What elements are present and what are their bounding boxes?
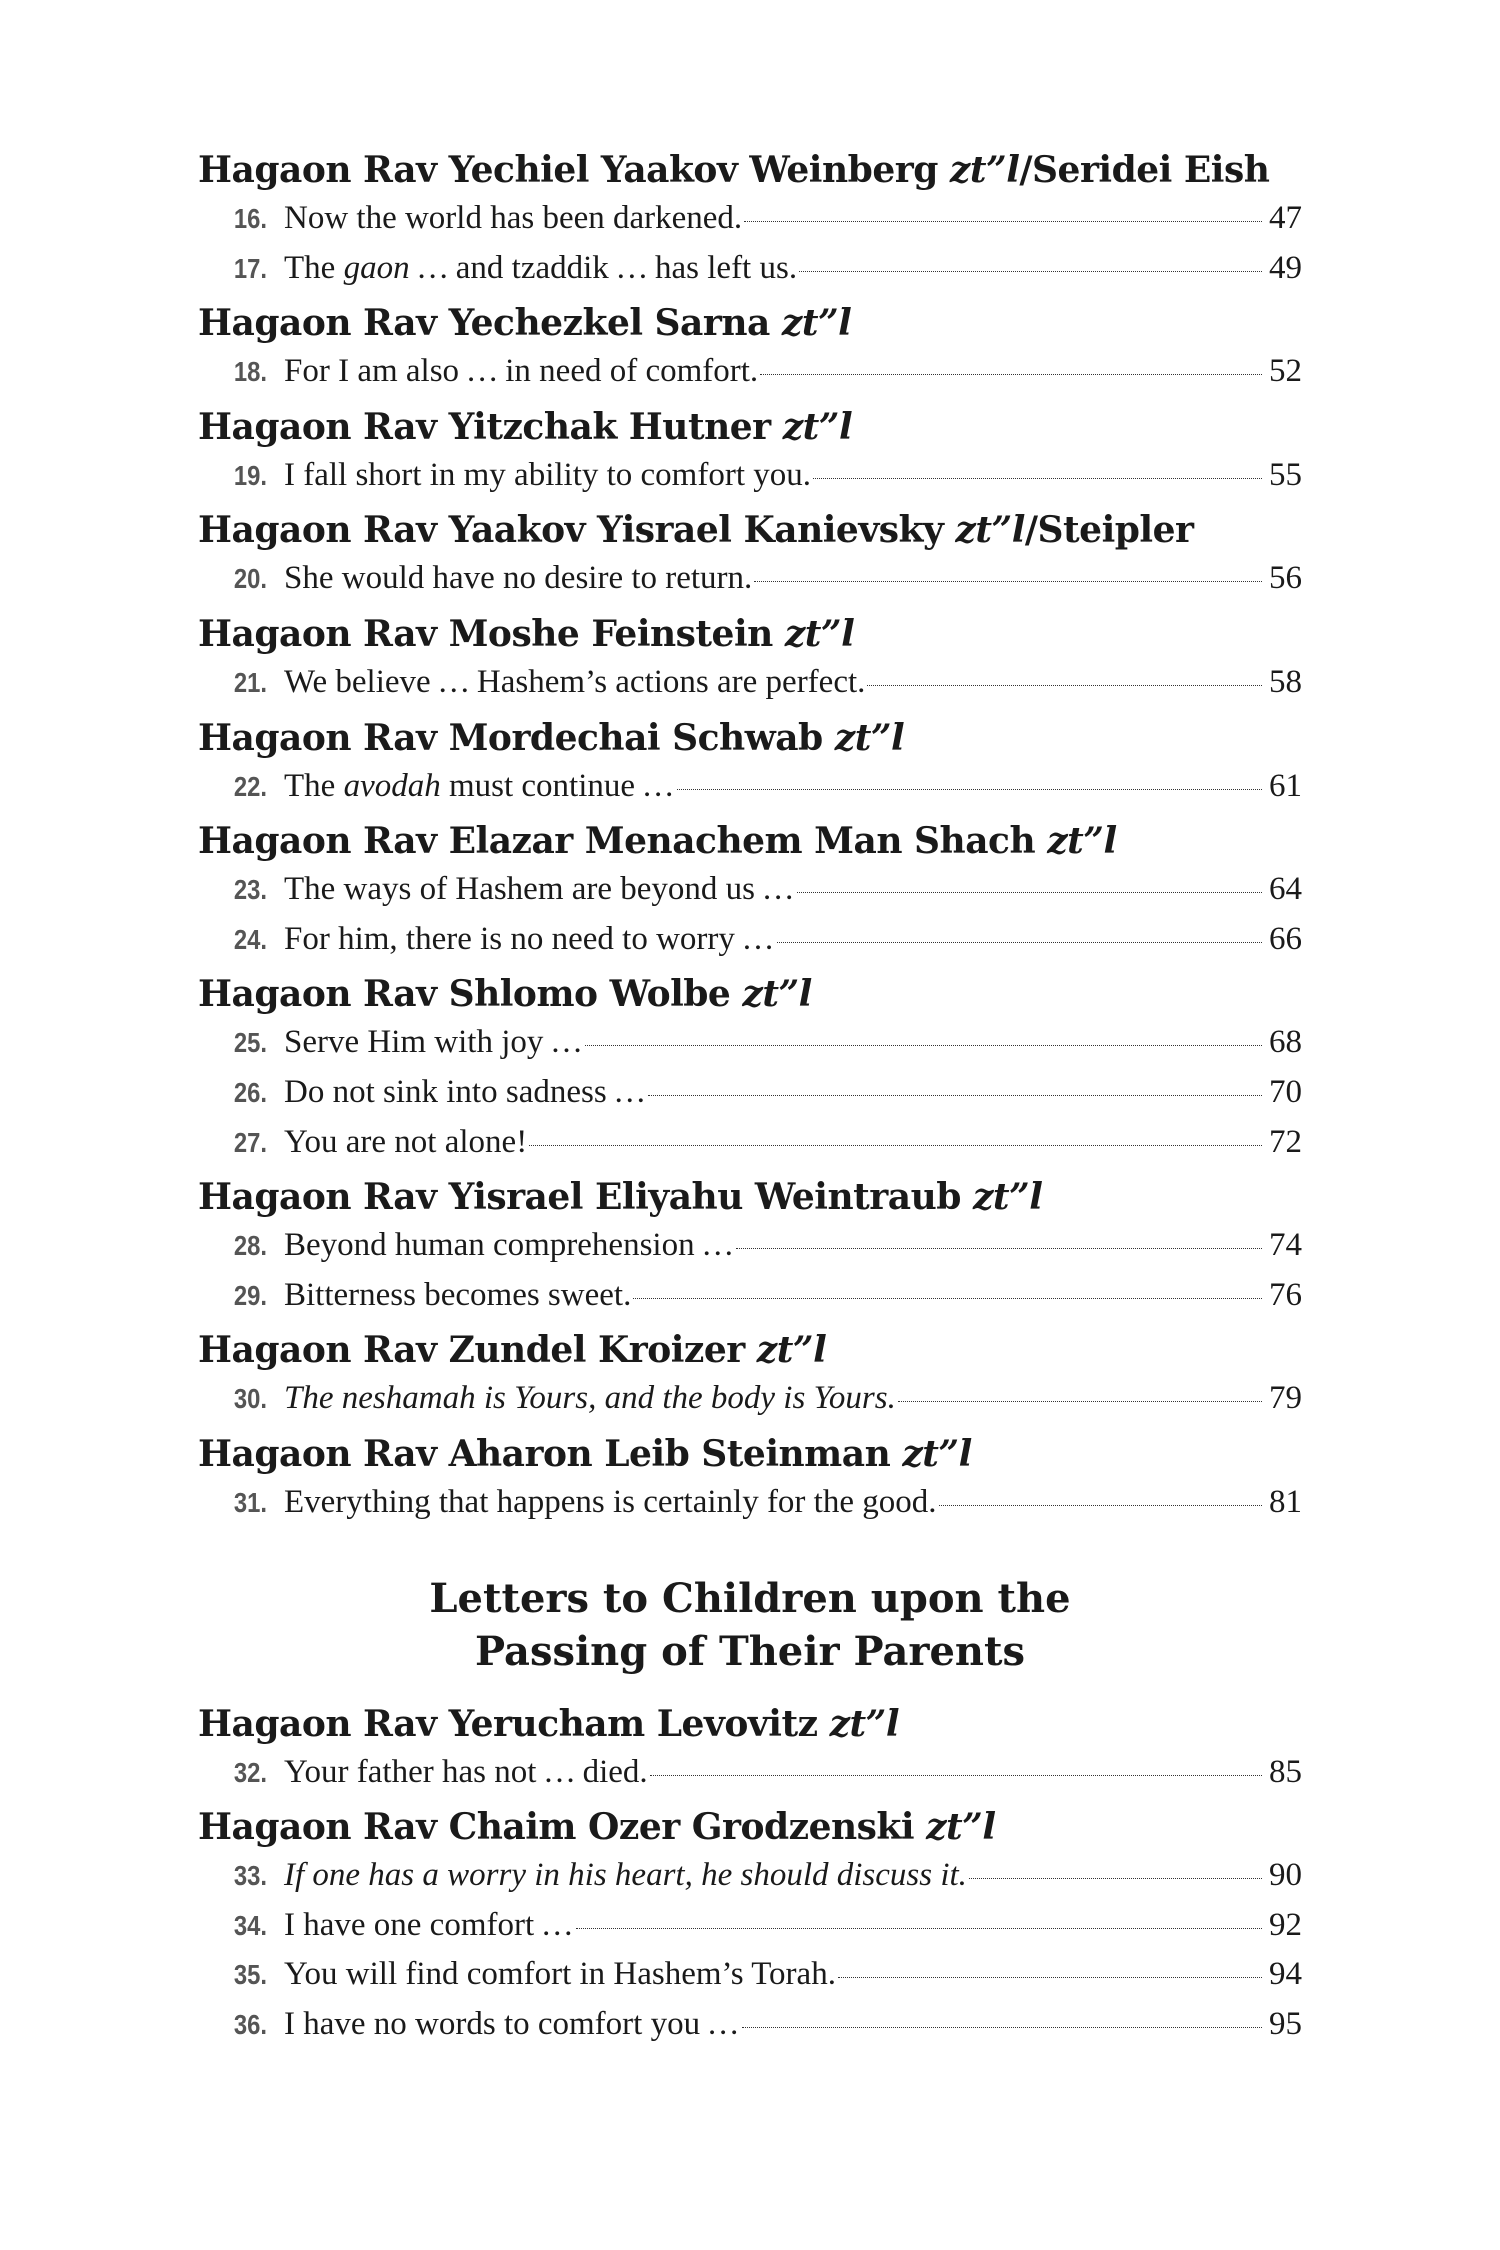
toc-entry[interactable] (198, 1901, 1302, 1951)
entry-title-segment: Serve Him with joy … (284, 1024, 583, 1061)
entry-title (284, 1018, 583, 1068)
toc-entry[interactable] (198, 865, 1302, 915)
author-group (198, 146, 1302, 293)
author-name: Hagaon Rav Shlomo Wolbe (198, 973, 731, 1016)
toc-entry[interactable] (198, 1118, 1302, 1168)
entry-number: 36. (233, 2008, 267, 2040)
toc-entry[interactable] (198, 1068, 1302, 1118)
dot-leader (650, 1775, 1262, 1776)
page-number: 55 (1269, 456, 1302, 493)
author-heading (198, 506, 1302, 554)
author-heading (198, 146, 1302, 194)
entry-title-segment: … and tzaddik … has left us. (409, 249, 798, 286)
author-name: Hagaon Rav Mordechai Schwab (198, 716, 823, 759)
entry-number: 31. (233, 1486, 267, 1518)
dot-leader (648, 1095, 1262, 1096)
author-group (198, 1326, 1302, 1424)
dot-leader (969, 1878, 1262, 1879)
author-group (198, 817, 1302, 964)
author-heading (198, 1700, 1302, 1748)
toc-entry[interactable] (198, 1271, 1302, 1321)
entry-title-segment: gaon (343, 249, 410, 286)
author-heading (198, 1326, 1302, 1374)
page-number: 61 (1269, 767, 1302, 804)
entry-title (284, 244, 797, 294)
toc-entry[interactable] (198, 1478, 1302, 1528)
entry-title-segment: Now the world has been darkened. (284, 200, 743, 236)
page-number: 81 (1269, 1483, 1302, 1520)
entry-title (284, 658, 865, 708)
page-number: 74 (1269, 1227, 1302, 1264)
author-group (198, 299, 1302, 397)
entry-number: 32. (233, 1756, 267, 1788)
entry-title (284, 1901, 574, 1951)
entry-title (284, 2000, 740, 2050)
author-group (198, 506, 1302, 604)
page-number: 85 (1269, 1753, 1302, 1790)
author-group (198, 970, 1302, 1167)
page-number: 68 (1269, 1024, 1302, 1061)
author-honorific: zt”l (834, 716, 905, 759)
entry-title-segment: We believe … Hashem’s actions are perfect. (284, 663, 866, 700)
dot-leader (898, 1401, 1262, 1402)
entry-number: 16. (233, 203, 267, 234)
entry-title (284, 1478, 937, 1528)
entry-title-segment: Bitterness becomes sweet. (284, 1276, 632, 1313)
entry-number: 22. (233, 770, 267, 802)
entry-title-segment: For I am also … in need of comfort. (284, 353, 759, 390)
page-number: 49 (1269, 249, 1302, 286)
entry-number: 34. (233, 1909, 267, 1941)
entry-title-segment: You are not alone! (284, 1123, 528, 1160)
author-honorific: zt”l (902, 1432, 972, 1475)
author-group (198, 714, 1302, 812)
author-name: Hagaon Rav Yechiel Yaakov Weinberg (198, 149, 938, 191)
entry-title (284, 915, 775, 965)
author-name: Hagaon Rav Moshe Feinstein (198, 612, 773, 655)
author-name: Hagaon Rav Yisrael Eliyahu Weintraub (198, 1176, 961, 1219)
section-heading (198, 1572, 1302, 1678)
dot-leader (742, 2027, 1262, 2028)
author-group (198, 1430, 1302, 1528)
entry-number: 18. (233, 356, 267, 388)
entry-title-segment: avodah (343, 767, 441, 804)
entry-number: 23. (233, 874, 267, 906)
entry-title-segment: For him, there is no need to worry … (284, 920, 775, 957)
dot-leader (813, 478, 1262, 479)
author-group (198, 403, 1302, 501)
page-number: 94 (1269, 1956, 1302, 1993)
author-honorific: zt”l (955, 509, 1025, 552)
table-of-contents (198, 140, 1302, 2049)
author-suffix: /Steipler (1024, 509, 1194, 552)
dot-leader (777, 942, 1262, 943)
entry-number: 29. (233, 1279, 267, 1311)
entry-number: 28. (233, 1230, 267, 1262)
author-name: Hagaon Rav Yaakov Yisrael Kanievsky (198, 509, 944, 552)
entry-number: 20. (233, 563, 267, 595)
entry-title-segment: The (284, 767, 344, 804)
author-heading (198, 817, 1302, 865)
entry-title-segment: If one has a worry in his heart, he should discuss it. (284, 1857, 967, 1894)
author-name: Hagaon Rav Zundel Kroizer (198, 1329, 745, 1372)
dot-leader (799, 271, 1262, 272)
page-number: 90 (1269, 1857, 1302, 1894)
page-number: 52 (1269, 353, 1302, 390)
entry-number: 25. (233, 1027, 267, 1059)
author-suffix: /Seridei Eish (1019, 149, 1270, 191)
entry-title-segment: The ways of Hashem are beyond us … (284, 871, 795, 908)
author-honorific: zt”l (972, 1176, 1043, 1219)
author-name: Hagaon Rav Yechezkel Sarna (198, 302, 770, 345)
entry-number: 30. (233, 1383, 267, 1415)
entry-title-segment: Do not sink into sadness … (284, 1073, 647, 1110)
dot-leader (736, 1248, 1262, 1249)
toc-entry[interactable] (198, 1374, 1302, 1424)
entry-title (284, 1748, 648, 1798)
entry-number: 35. (233, 1959, 267, 1991)
author-heading (198, 970, 1302, 1018)
author-name: Hagaon Rav Chaim Ozer Grodzenski (198, 1806, 915, 1849)
toc-entry[interactable] (198, 194, 1302, 244)
page-number: 72 (1269, 1123, 1302, 1160)
entry-number: 26. (233, 1076, 267, 1108)
dot-leader (576, 1928, 1262, 1929)
entry-number: 27. (233, 1126, 267, 1158)
entry-title (284, 347, 758, 397)
entry-number: 19. (233, 459, 267, 491)
page-number: 47 (1269, 200, 1302, 236)
entry-title (284, 762, 675, 812)
dot-leader (633, 1298, 1262, 1299)
dot-leader (744, 221, 1262, 222)
dot-leader (760, 374, 1262, 375)
dot-leader (754, 581, 1262, 582)
entry-title-segment: I have no words to comfort you … (284, 2005, 740, 2042)
author-honorific: zt”l (1047, 820, 1117, 863)
entry-title-segment: I have one comfort … (284, 1906, 574, 1943)
author-heading (198, 610, 1302, 658)
dot-leader (838, 1977, 1262, 1978)
author-heading (198, 403, 1302, 451)
author-heading (198, 299, 1302, 347)
toc-entry[interactable] (198, 451, 1302, 501)
toc-entry[interactable] (198, 554, 1302, 604)
entry-title (284, 1271, 631, 1321)
page-number: 79 (1269, 1380, 1302, 1417)
author-name: Hagaon Rav Elazar Menachem Man Shach (198, 820, 1036, 863)
page-number: 76 (1269, 1276, 1302, 1313)
entry-number: 33. (233, 1860, 267, 1892)
author-group (198, 1700, 1302, 1798)
entry-title-segment: must continue … (440, 767, 675, 804)
page-number: 92 (1269, 1906, 1302, 1943)
author-honorific: zt”l (926, 1806, 996, 1849)
entry-title-segment: She would have no desire to return. (284, 560, 753, 597)
author-honorific: zt”l (742, 973, 812, 1016)
dot-leader (939, 1505, 1263, 1506)
page-number: 95 (1269, 2005, 1302, 2042)
toc-entry[interactable] (198, 1221, 1302, 1271)
entry-title (284, 194, 742, 244)
author-honorific: zt”l (949, 149, 1020, 191)
page-number: 58 (1269, 663, 1302, 700)
toc-entry[interactable] (198, 762, 1302, 812)
page-number: 70 (1269, 1073, 1302, 1110)
toc-list-part-1 (198, 146, 1302, 1528)
entry-title (284, 1118, 527, 1168)
entry-title-segment: Everything that happens is certainly for the good. (284, 1483, 937, 1520)
toc-entry[interactable] (198, 1748, 1302, 1798)
entry-title (284, 1374, 896, 1424)
section-heading-line-2: Passing of Their Parents (475, 1627, 1025, 1675)
section-heading-line-1: Letters to Children upon the (429, 1574, 1071, 1622)
author-heading (198, 1430, 1302, 1478)
author-honorific: zt”l (782, 405, 853, 448)
entry-number: 17. (233, 252, 267, 284)
author-group (198, 610, 1302, 708)
author-heading (198, 1173, 1302, 1221)
entry-title (284, 1068, 646, 1118)
toc-entry[interactable] (198, 2000, 1302, 2050)
toc-list-part-2 (198, 1700, 1302, 2050)
entry-title-segment: The (284, 249, 344, 286)
entry-title (284, 1851, 967, 1901)
author-honorific: zt”l (784, 612, 855, 655)
entry-title-segment: Beyond human comprehension … (284, 1227, 735, 1264)
author-heading (198, 1803, 1302, 1851)
toc-entry[interactable] (198, 244, 1302, 294)
entry-title (284, 554, 752, 604)
author-honorific: zt”l (756, 1329, 827, 1372)
entry-title-segment: I fall short in my ability to comfort you. (284, 456, 812, 493)
page-number: 66 (1269, 920, 1302, 957)
entry-title-segment: Your father has not … died. (284, 1753, 648, 1790)
author-name: Hagaon Rav Aharon Leib Steinman (198, 1432, 891, 1475)
entry-number: 21. (233, 666, 267, 698)
dot-leader (797, 892, 1262, 893)
author-heading (198, 714, 1302, 762)
entry-title (284, 865, 795, 915)
toc-entry[interactable] (198, 347, 1302, 397)
entry-title (284, 451, 811, 501)
author-group (198, 1173, 1302, 1320)
author-group (198, 1803, 1302, 2049)
toc-entry[interactable] (198, 1018, 1302, 1068)
entry-title-segment: You will find comfort in Hashem’s Torah. (284, 1956, 836, 1993)
page-number: 64 (1269, 871, 1302, 908)
toc-entry[interactable] (198, 915, 1302, 965)
entry-title (284, 1950, 836, 2000)
author-name: Hagaon Rav Yitzchak Hutner (198, 405, 771, 448)
author-honorific: zt”l (781, 302, 852, 345)
dot-leader (529, 1145, 1262, 1146)
toc-entry[interactable] (198, 658, 1302, 708)
entry-title (284, 1221, 734, 1271)
page-number: 56 (1269, 560, 1302, 597)
dot-leader (867, 685, 1262, 686)
author-honorific: zt”l (829, 1702, 900, 1745)
author-name: Hagaon Rav Yerucham Levovitz (198, 1702, 818, 1745)
toc-entry[interactable] (198, 1851, 1302, 1901)
dot-leader (677, 789, 1262, 790)
entry-number: 24. (233, 923, 267, 955)
entry-title-segment: The neshamah is Yours, and the body is Yours. (284, 1380, 896, 1417)
dot-leader (585, 1045, 1262, 1046)
toc-entry[interactable] (198, 1950, 1302, 2000)
